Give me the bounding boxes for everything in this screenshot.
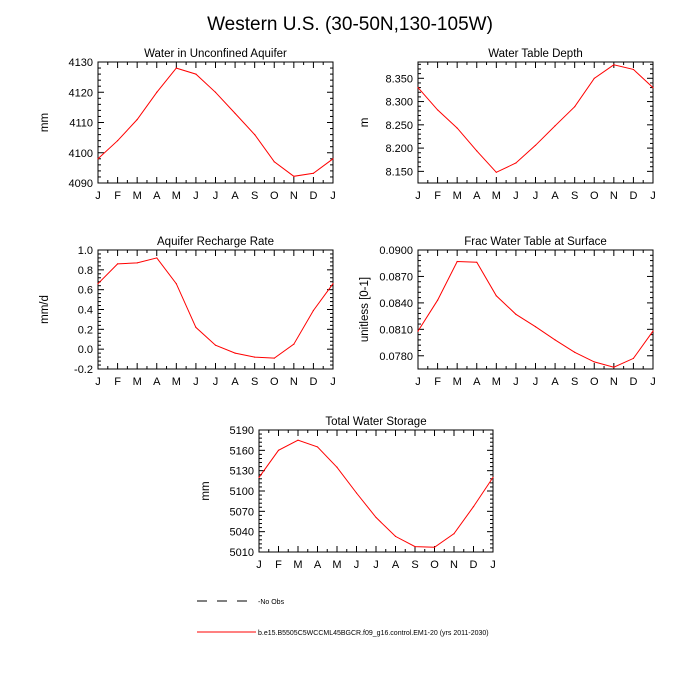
chart-panel-2 [359, 48, 656, 202]
plot-frame [98, 62, 333, 183]
x-tick-label: A [153, 190, 161, 202]
y-tick-label: 0.0870 [379, 271, 413, 284]
x-tick-label: A [231, 376, 239, 388]
x-tick-label: A [551, 190, 559, 202]
y-tick-label: 5070 [229, 506, 254, 519]
data-point [395, 536, 396, 537]
x-tick-label: M [132, 376, 142, 388]
plot-frame [418, 62, 653, 183]
x-tick-label: F [434, 376, 441, 388]
panel-title: Water in Unconfined Aquifer [144, 48, 287, 60]
data-point [254, 134, 255, 135]
y-tick-label: 4120 [68, 87, 93, 100]
y-tick-label: 0.0840 [379, 297, 413, 310]
data-point [234, 113, 235, 114]
y-tick-label: 8.300 [385, 96, 413, 109]
x-tick-label: N [289, 376, 298, 388]
y-tick-label: 0.6 [77, 284, 93, 297]
series-line [418, 262, 653, 368]
data-point [254, 357, 255, 358]
chart-panels [39, 48, 656, 571]
data-point [492, 477, 493, 478]
x-tick-label: J [532, 190, 539, 202]
data-point [117, 263, 118, 264]
data-point [156, 92, 157, 93]
x-tick-label: J [95, 190, 101, 202]
y-tick-label: 5190 [229, 425, 254, 437]
data-point [274, 161, 275, 162]
data-point [332, 283, 333, 284]
data-point [535, 326, 536, 327]
plot-frame [418, 250, 653, 369]
x-tick-label: J [513, 190, 519, 202]
x-tick-label: J [490, 559, 496, 571]
x-tick-label: J [650, 190, 656, 202]
data-point [476, 150, 477, 151]
x-tick-label: F [114, 376, 121, 388]
legend-label-no-obs: -No Obs [258, 599, 285, 606]
data-point [554, 125, 555, 126]
plot-frame [259, 430, 493, 552]
data-point [496, 295, 497, 296]
y-tick-label: 0.0900 [379, 245, 413, 257]
y-tick-label: 0.2 [77, 324, 93, 337]
data-point [414, 546, 415, 547]
data-point [176, 67, 177, 68]
data-point [633, 358, 634, 359]
panel-title: Water Table Depth [488, 48, 583, 60]
x-tick-label: S [250, 376, 259, 388]
x-tick-label: N [289, 190, 298, 202]
data-point [156, 257, 157, 258]
data-point [234, 353, 235, 354]
y-tick-label: 8.200 [385, 143, 413, 156]
y-tick-label: 0.8 [77, 264, 93, 277]
data-point [574, 352, 575, 353]
y-tick-label: 4130 [68, 57, 93, 69]
x-tick-label: M [332, 559, 342, 571]
x-tick-label: M [171, 376, 181, 388]
y-tick-label: 0.0 [77, 344, 93, 357]
data-point [356, 492, 357, 493]
x-tick-label: M [132, 190, 142, 202]
x-tick-label: J [330, 190, 336, 202]
x-tick-label: A [391, 559, 400, 571]
series-line [259, 440, 493, 547]
x-tick-label: N [609, 190, 618, 202]
data-point [453, 533, 454, 534]
x-tick-label: J [353, 559, 360, 571]
x-tick-label: M [171, 190, 181, 202]
x-tick-label: J [650, 376, 656, 388]
x-tick-label: A [473, 376, 481, 388]
data-point [137, 119, 138, 120]
x-tick-label: S [570, 190, 579, 202]
data-point [515, 162, 516, 163]
y-tick-label: 5160 [229, 445, 254, 458]
x-tick-label: O [269, 376, 279, 388]
panel-title: Aquifer Recharge Rate [157, 236, 274, 248]
data-point [473, 506, 474, 507]
y-tick-label: 4090 [68, 178, 93, 190]
series-line [98, 258, 333, 358]
legend [197, 599, 489, 637]
data-point [317, 446, 318, 447]
y-tick-label: 4100 [68, 147, 93, 160]
data-point [313, 173, 314, 174]
data-point [195, 74, 196, 75]
chart-panel-5 [200, 416, 496, 571]
x-tick-label: J [373, 559, 379, 571]
x-tick-label: F [275, 559, 282, 571]
data-point [195, 327, 196, 328]
figure-title: Western U.S. (30-50N,130-105W) [207, 14, 493, 35]
legend-item-no-obs [197, 599, 285, 606]
data-point [332, 158, 333, 159]
data-point [293, 176, 294, 177]
data-point [515, 314, 516, 315]
x-tick-label: D [629, 376, 638, 388]
data-point [437, 300, 438, 301]
x-tick-label: O [430, 559, 439, 571]
x-tick-label: N [609, 376, 618, 388]
data-point [574, 106, 575, 107]
x-tick-label: F [114, 190, 121, 202]
y-axis-label: mm/d [39, 295, 51, 324]
x-tick-label: S [570, 376, 579, 388]
y-tick-label: 0.0810 [379, 324, 413, 337]
y-tick-label: 5130 [229, 465, 254, 478]
chart-panel-1 [39, 48, 336, 202]
plot-frame [98, 250, 333, 369]
x-tick-label: J [193, 376, 199, 388]
x-tick-label: M [452, 190, 462, 202]
x-tick-label: D [309, 190, 318, 202]
data-point [457, 127, 458, 128]
x-tick-label: N [450, 559, 458, 571]
y-tick-label: 5100 [229, 486, 254, 498]
data-point [554, 339, 555, 340]
x-tick-label: A [551, 376, 559, 388]
data-point [274, 357, 275, 358]
data-point [258, 477, 259, 478]
x-tick-label: S [250, 190, 259, 202]
x-tick-label: M [293, 559, 303, 571]
chart-panel-3 [39, 236, 336, 388]
data-point [313, 310, 314, 311]
x-tick-label: J [193, 190, 199, 202]
x-tick-label: O [269, 190, 279, 202]
data-point [496, 172, 497, 173]
x-tick-label: J [330, 376, 336, 388]
x-tick-label: M [491, 190, 501, 202]
y-tick-label: 0.0780 [379, 350, 413, 363]
data-point [137, 262, 138, 263]
x-tick-label: M [491, 376, 501, 388]
data-point [278, 450, 279, 451]
x-tick-label: O [589, 190, 599, 202]
y-tick-label: 5040 [229, 526, 254, 539]
x-tick-label: J [415, 376, 421, 388]
x-tick-label: M [452, 376, 462, 388]
data-point [417, 87, 418, 88]
x-tick-label: A [313, 559, 322, 571]
data-point [437, 109, 438, 110]
x-tick-label: O [589, 376, 599, 388]
x-tick-label: J [212, 190, 219, 202]
series-line [98, 68, 333, 176]
data-point [417, 330, 418, 331]
y-axis-label: m [359, 117, 371, 128]
data-point [375, 517, 376, 518]
data-point [652, 87, 653, 88]
x-tick-label: A [473, 190, 481, 202]
panel-title: Total Water Storage [325, 416, 427, 428]
data-point [176, 283, 177, 284]
data-point [476, 262, 477, 263]
data-point [613, 64, 614, 65]
data-point [215, 92, 216, 93]
x-tick-label: F [434, 190, 441, 202]
data-point [336, 467, 337, 468]
x-tick-label: S [411, 559, 419, 571]
x-tick-label: J [415, 190, 421, 202]
x-tick-label: J [212, 376, 219, 388]
y-tick-label: 8.350 [385, 73, 413, 86]
x-tick-label: J [513, 376, 519, 388]
data-point [117, 140, 118, 141]
y-tick-label: 4110 [69, 117, 93, 130]
data-point [613, 367, 614, 368]
data-point [652, 330, 653, 331]
legend-label-model: b.e15.B5505C5WCCML45BGCR.f09_g16.control.EM1-20 (yrs 2011-2030) [258, 630, 489, 637]
data-point [633, 69, 634, 70]
data-point [457, 261, 458, 262]
x-tick-label: J [532, 376, 539, 388]
data-point [97, 283, 98, 284]
panel-title: Frac Water Table at Surface [464, 236, 607, 248]
y-axis-label: unitless [0-1] [359, 276, 371, 343]
y-tick-label: 8.150 [385, 166, 413, 179]
y-tick-label: 8.250 [385, 119, 413, 132]
y-tick-label: 5010 [229, 547, 254, 559]
data-point [293, 344, 294, 345]
y-axis-label: mm [200, 481, 212, 501]
x-tick-label: A [153, 376, 161, 388]
data-point [97, 158, 98, 159]
data-point [594, 361, 595, 362]
data-point [297, 440, 298, 441]
x-tick-label: D [309, 376, 318, 388]
x-tick-label: J [95, 376, 101, 388]
y-axis-label: mm [39, 112, 51, 133]
x-tick-label: D [469, 559, 478, 571]
legend-item-model [197, 630, 489, 637]
x-tick-label: J [256, 559, 262, 571]
x-tick-label: A [231, 190, 239, 202]
y-tick-label: -0.2 [74, 364, 93, 376]
data-point [594, 78, 595, 79]
data-point [215, 345, 216, 346]
y-tick-label: 0.4 [77, 304, 93, 317]
x-tick-label: D [629, 190, 638, 202]
y-tick-label: 1.0 [77, 245, 93, 257]
series-line [418, 65, 653, 173]
data-point [535, 145, 536, 146]
data-point [434, 547, 435, 548]
chart-panel-4 [359, 236, 656, 388]
